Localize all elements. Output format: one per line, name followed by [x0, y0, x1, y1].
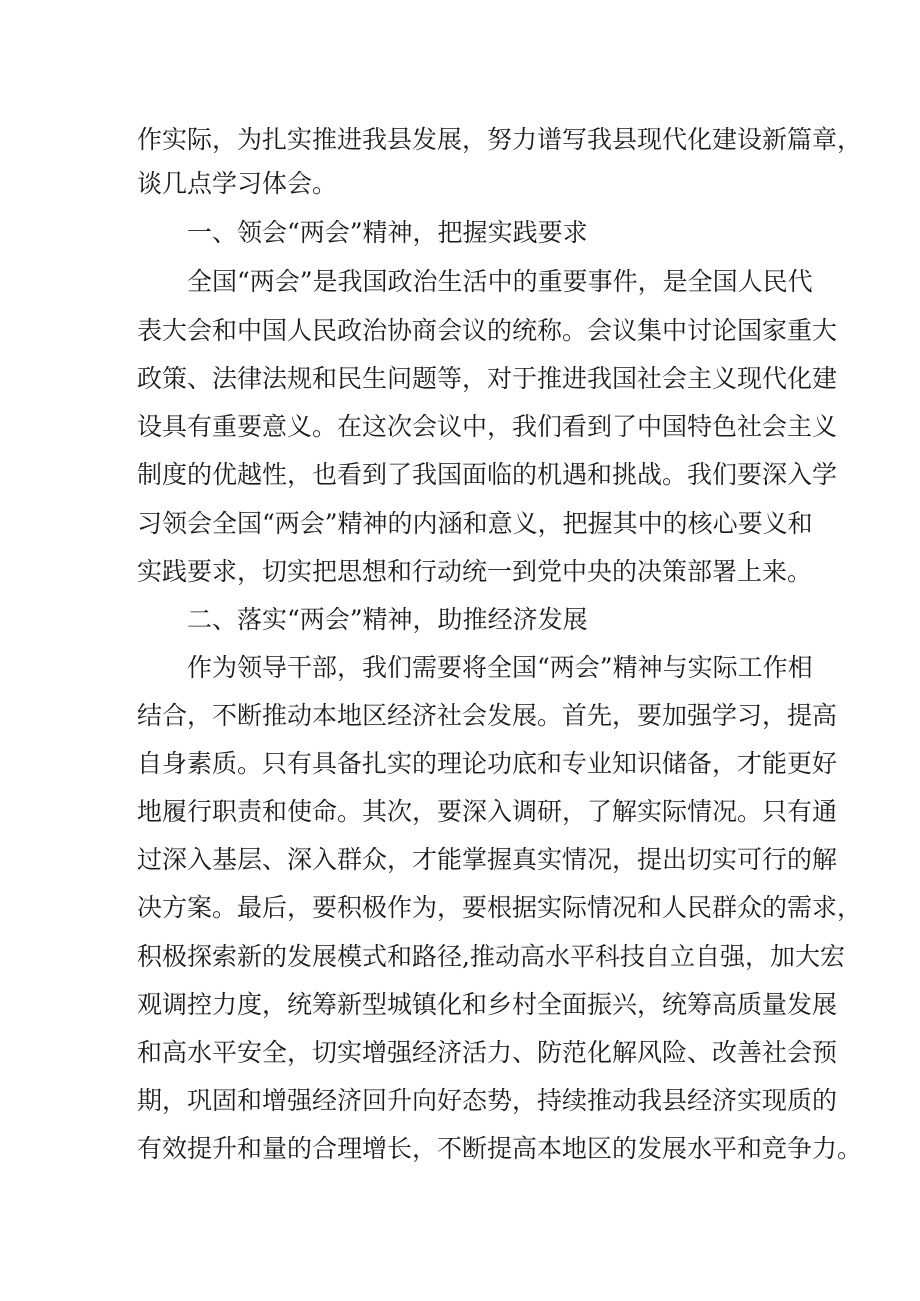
- paragraph-line: 全国“两会”是我国政治生活中的重要事件，是全国人民代: [187, 267, 813, 296]
- section-heading-2: 二、落实“两会”精神，助推经济发展: [187, 605, 588, 634]
- paragraph-line: 表大会和中国人民政治协商会议的统称。会议集中讨论国家重大: [137, 316, 838, 345]
- paragraph-line: 习领会全国“两会”精神的内涵和意义，把握其中的核心要义和: [137, 509, 813, 538]
- paragraph-line: 决方案。最后，要积极作为，要根据实际情况和人民群众的需求，: [137, 893, 863, 922]
- paragraph-line: 自身素质。只有具备扎实的理论功底和专业知识储备，才能更好: [137, 749, 838, 778]
- paragraph-line: 制度的优越性，也看到了我国面临的机遇和挑战。我们要深入学: [137, 460, 838, 489]
- paragraph-line: 结合，不断推动本地区经济社会发展。首先，要加强学习，提高: [137, 701, 838, 730]
- paragraph-line: 地履行职责和使命。其次，要深入调研，了解实际情况。只有通: [137, 797, 838, 826]
- paragraph-line: 设具有重要意义。在这次会议中，我们看到了中国特色社会主义: [137, 412, 838, 441]
- section-heading-1: 一、领会“两会”精神，把握实践要求: [187, 218, 588, 247]
- paragraph-line: 观调控力度，统筹新型城镇化和乡村全面振兴，统筹高质量发展: [137, 990, 838, 1019]
- body-line: 作实际，为扎实推进我县发展，努力谱写我县现代化建设新篇章，: [137, 125, 863, 154]
- paragraph-line: 政策、法律法规和民生问题等，对于推进我国社会主义现代化建: [137, 364, 838, 393]
- body-line: 谈几点学习体会。: [137, 169, 338, 198]
- paragraph-line: 和高水平安全，切实增强经济活力、防范化解风险、改善社会预: [137, 1038, 838, 1067]
- paragraph-line: 实践要求，切实把思想和行动统一到党中央的决策部署上来。: [137, 557, 813, 586]
- paragraph-line: 期，巩固和增强经济回升向好态势，持续推动我县经济实现质的: [137, 1086, 838, 1115]
- paragraph-line: 过深入基层、深入群众，才能掌握真实情况，提出切实可行的解: [137, 845, 838, 874]
- paragraph-line: 积极探索新的发展模式和路径,推动高水平科技自立自强，加大宏: [137, 942, 845, 971]
- paragraph-line: 作为领导干部，我们需要将全国“两会”精神与实际工作相: [187, 653, 813, 682]
- paragraph-line: 有效提升和量的合理增长，不断提高本地区的发展水平和竞争力。: [137, 1134, 863, 1163]
